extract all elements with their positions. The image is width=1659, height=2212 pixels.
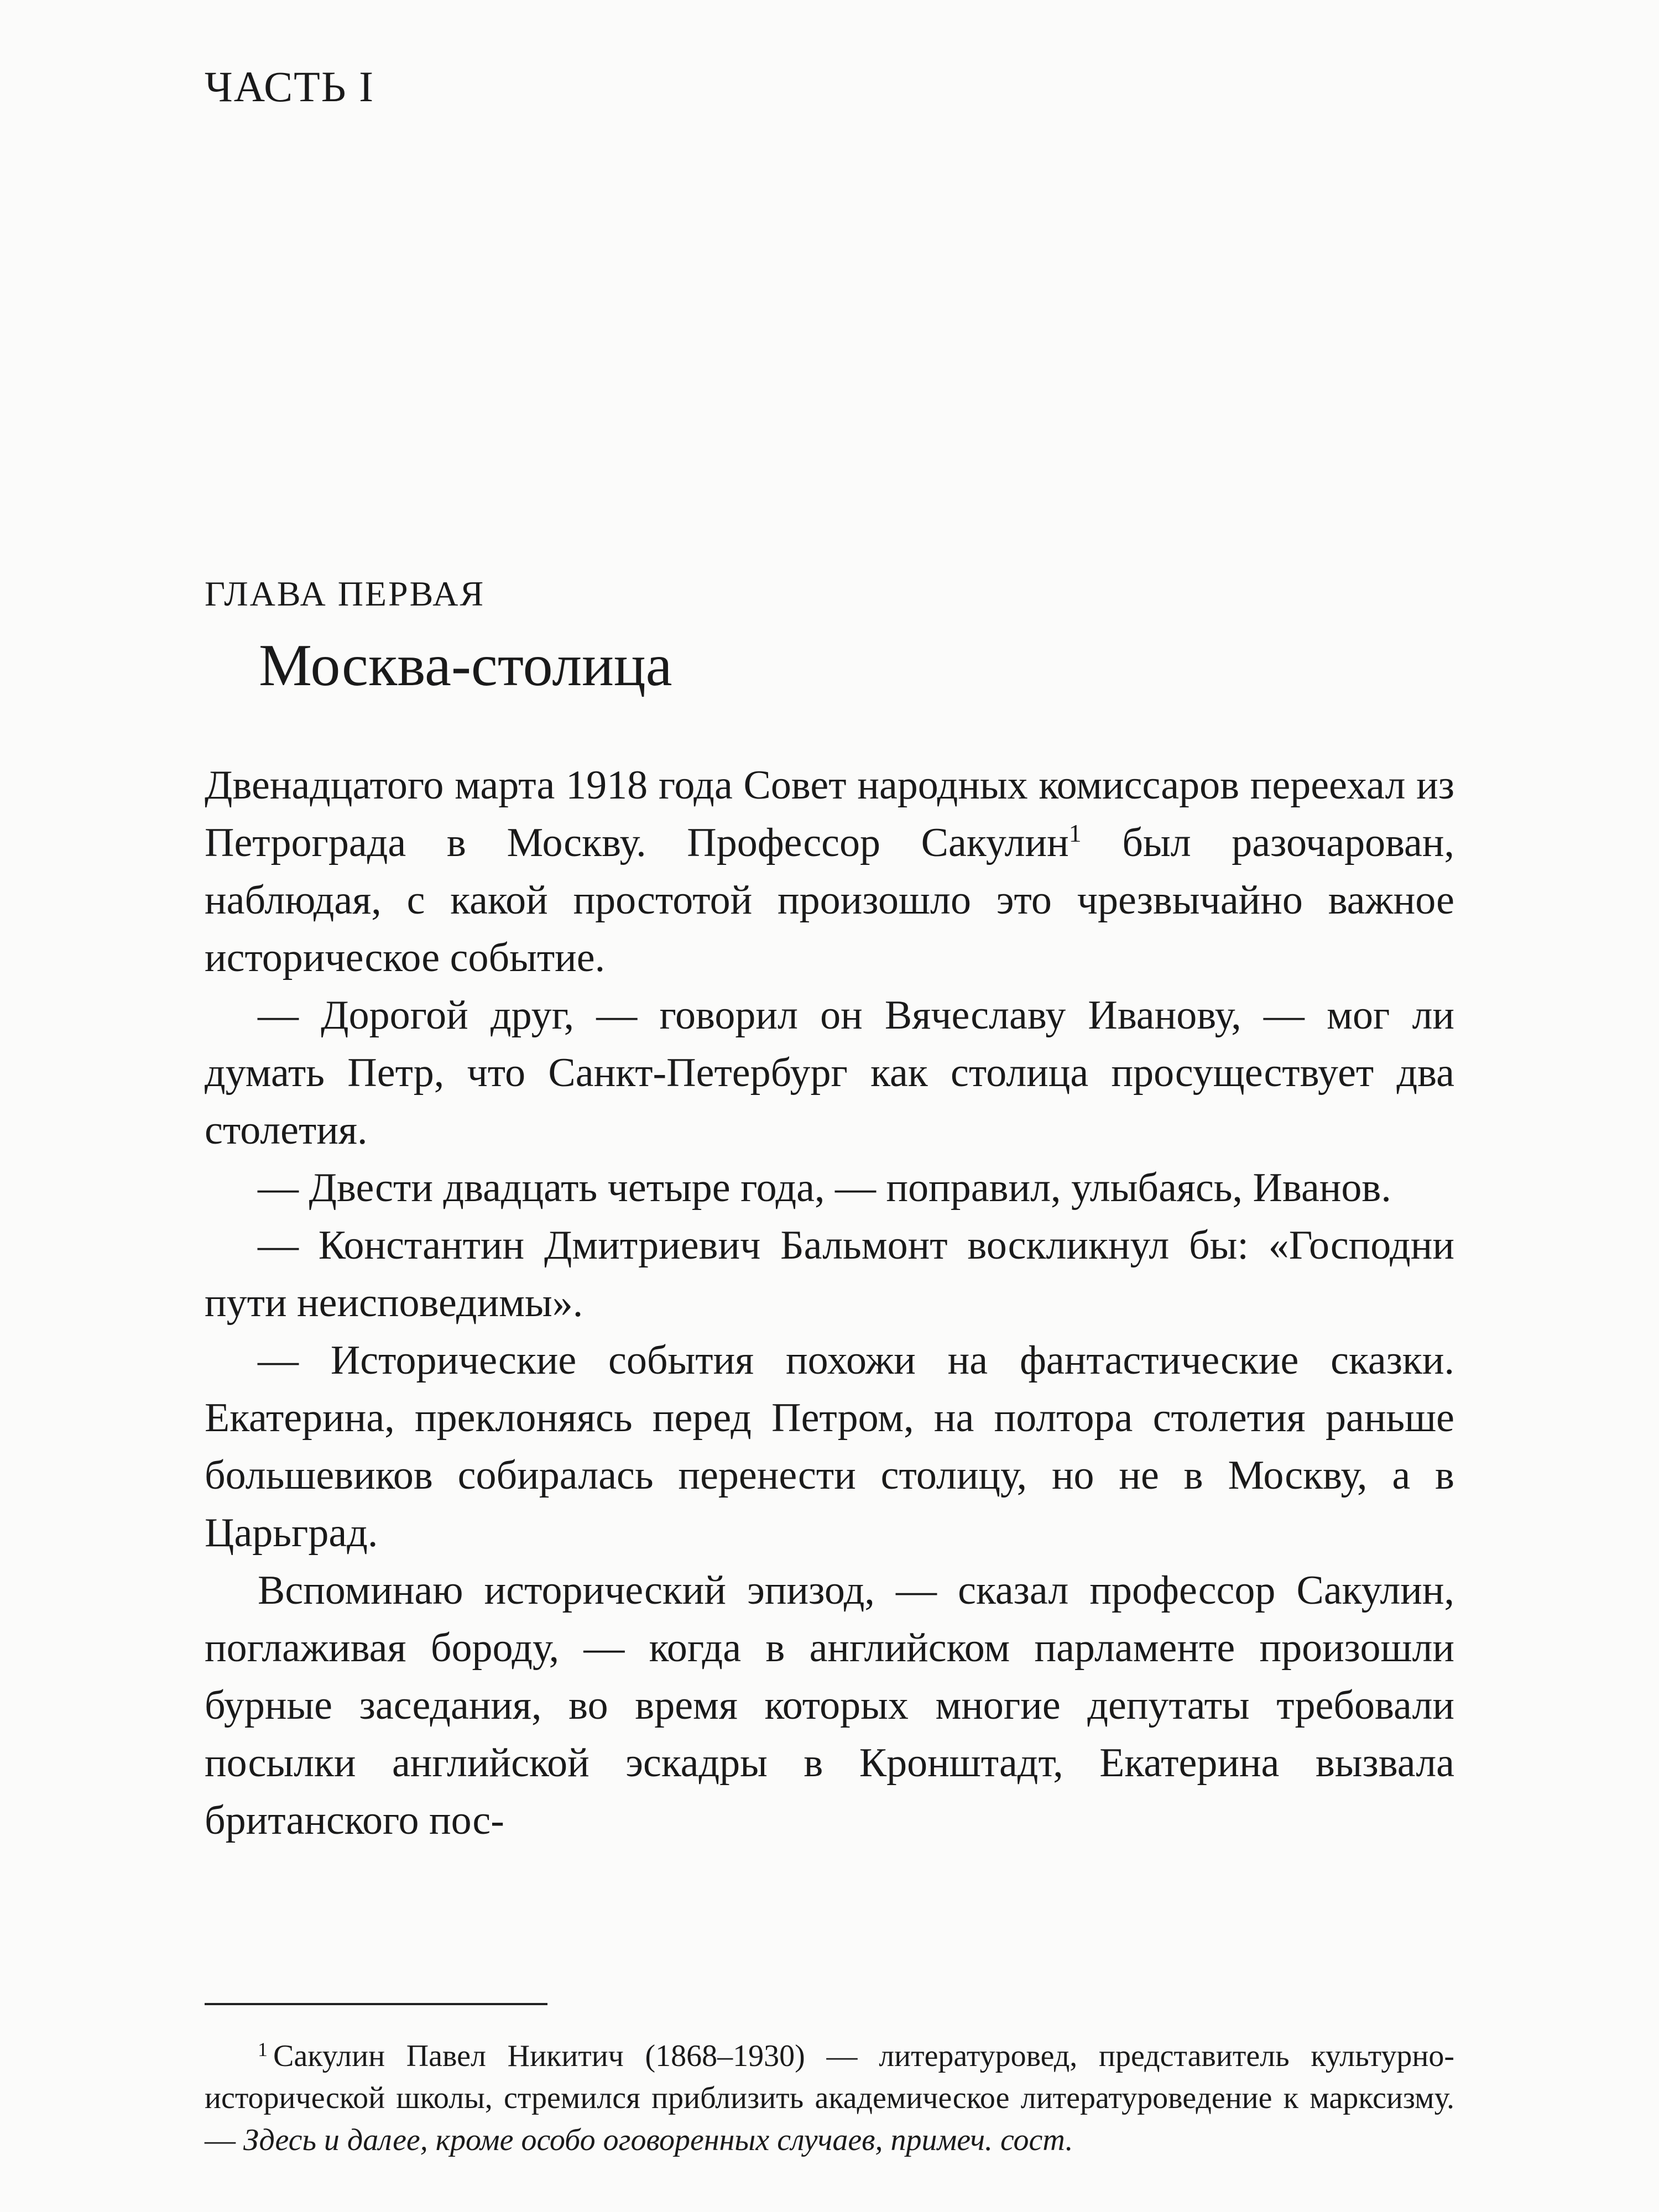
paragraph-5: — Исторические события похожи на фантастические сказки. Екатерина, преклоняясь перед Петром, на полтора столетия раньше большевиков собиралась перенести столицу, но не в Москву, а в Царьград. <box>205 1338 1454 1556</box>
chapter-label: ГЛАВА ПЕРВАЯ <box>205 574 486 613</box>
chapter-title: Москва-столица <box>259 633 672 698</box>
footnote-text: Сакулин Павел Никитич (1868–1930) — литературовед, представитель культурно-исторической школы, стремился приблизить академическое литературоведение к марксизму. — <box>205 2039 1454 2157</box>
paragraph-1-text: Двенадцатого марта 1918 года Совет народных комиссаров переехал из Петрограда в Москву. Профессор Сакулин <box>205 763 1454 865</box>
footnote-reference: 1 <box>1068 819 1082 847</box>
paragraph-3: — Двести двадцать четыре года, — поправил, улыбаясь, Иванов. <box>258 1165 1391 1211</box>
footnote <box>205 2035 1454 2161</box>
paragraph-1-continuation: был разочарован, наблюдая, с какой простотой произошло это чрезвычайно важное историческое событие. <box>205 820 1454 980</box>
footnote-paragraph <box>205 2035 1454 2161</box>
paragraph-2: — Дорогой друг, — говорил он Вячеславу Иванову, — мог ли думать Петр, что Санкт-Петербург как столица просуществует два столетия. <box>205 993 1454 1153</box>
paragraph-6: Вспоминаю исторический эпизод, — сказал профессор Сакулин, поглаживая бороду, — когда в английском парламенте произошли бурные заседания, во время которых многие депутаты требовали посылки английской эскадры в Кронштадт, Екатерина вызвала британского пос- <box>205 1568 1454 1843</box>
footnote-number: 1 <box>258 2038 268 2060</box>
part-heading: ЧАСТЬ I <box>205 62 375 111</box>
chapter-body <box>205 757 1454 1849</box>
footnote-italic-note: Здесь и далее, кроме особо оговоренных случаев, примеч. сост. <box>243 2123 1073 2157</box>
paragraph-1 <box>205 757 1454 987</box>
paragraph-4: — Константин Дмитриевич Бальмонт воскликнул бы: «Господни пути неисповедимы». <box>205 1223 1454 1326</box>
footnote-divider <box>205 2003 547 2005</box>
